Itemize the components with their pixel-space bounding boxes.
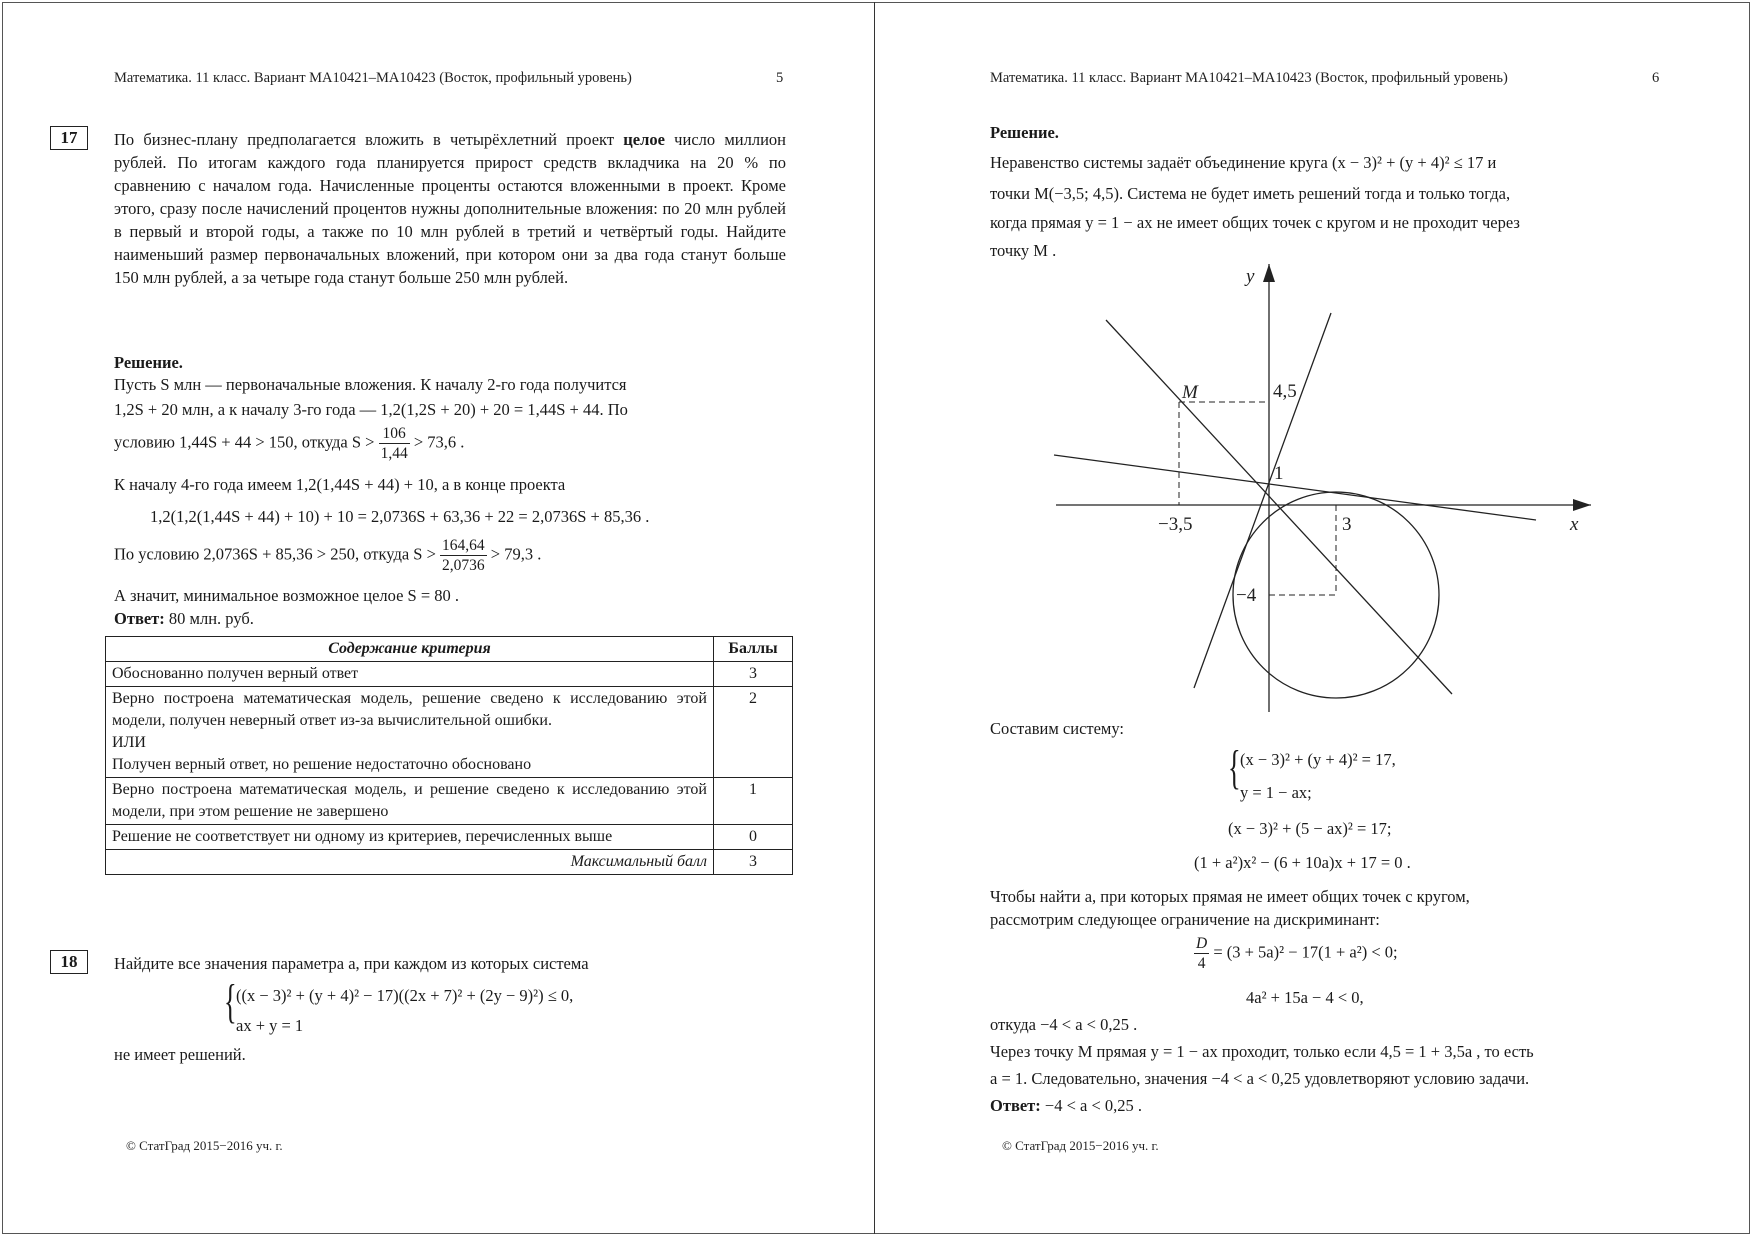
task-18-statement: Найдите все значения параметра a, при каждом из которых система <box>114 954 589 973</box>
fraction-106 <box>379 424 410 463</box>
page-number: 6 <box>1652 70 1660 86</box>
right-page <box>876 0 1752 1239</box>
fraction-denominator: 4 <box>1197 955 1206 972</box>
solution-title: Решение. <box>114 353 183 372</box>
label-4-5: 4,5 <box>1273 381 1297 402</box>
points-header: Баллы <box>714 637 793 662</box>
criteria-header: Содержание критерия <box>106 637 714 662</box>
task-number-17: 17 <box>50 126 88 150</box>
max-score-label: Максимальный балл <box>106 850 714 875</box>
quadratic-eq: (1 + a²)x² − (6 + 10a)x + 17 = 0 . <box>1194 853 1411 872</box>
para4-line2: a = 1. Следовательно, значения −4 < a < 0,25 удовлетворяют условию задачи. <box>990 1069 1530 1088</box>
page-footer: © СтатГрад 2015−2016 уч. г. <box>1002 1138 1159 1153</box>
inequality-eq: 4a² + 15a − 4 < 0, <box>1246 988 1364 1007</box>
system-eq-2: y = 1 − ax; <box>1240 783 1312 802</box>
para2-line1: Чтобы найти a, при которых прямая не имеет общих точек с кругом, <box>990 887 1470 906</box>
solution-line-3-b: > 73,6 . <box>409 432 465 452</box>
para1-line3: когда прямая y = 1 − ax не имеет общих точек с кругом и не проходит через <box>990 213 1520 232</box>
solution-title: Решение. <box>990 123 1059 142</box>
task-17-text-b: число миллион рублей. По итогам каждого года планируется прирост средств вкладчика на 20 % по сравнению с началом года. Начисленные проценты остаются вложенными в проект. Кроме этого, сразу после начислений процентов нужны дополнительные вложения: по 20 млн рублей в первый и второй годы, а также по 10 млн рублей в третий и четвёртый годы. Найдите наименьший размер первоначальных вложений, при котором они за два года станут больше 150 млн рублей, а за четыре года станут больше 250 млн рублей. <box>114 130 786 287</box>
solution-line-6-a: По условию 2,0736S + 85,36 > 250, откуда S > <box>114 544 441 564</box>
x-axis-arrow <box>1573 499 1591 511</box>
fraction-denominator: 2,0736 <box>442 557 485 574</box>
para4-line1: Через точку M прямая y = 1 − ax проходит, только если 4,5 = 1 + 3,5a , то есть <box>990 1042 1534 1061</box>
system-brace: { <box>224 975 237 1028</box>
task-18-eq-2: ax + y = 1 <box>236 1016 304 1035</box>
discriminant-eq <box>1194 934 1398 973</box>
max-score-value: 3 <box>714 850 793 875</box>
criterion-cell: Обоснованно получен верный ответ <box>106 662 714 687</box>
tangent-line <box>1054 455 1536 520</box>
fraction-numerator: 106 <box>379 424 410 444</box>
fraction-d-4 <box>1194 934 1209 973</box>
points-cell: 2 <box>714 687 793 778</box>
discriminant-rest: = (3 + 5a)² − 17(1 + a²) < 0; <box>1209 942 1398 962</box>
label-minus-4: −4 <box>1236 585 1257 606</box>
criteria-table <box>105 636 793 875</box>
criterion-cell: Верно построена математическая модель, и решение сведено к исследованию этой модели, при этом решение не завершено <box>106 778 714 825</box>
page-number: 5 <box>776 70 784 86</box>
steep-line <box>1194 313 1331 688</box>
left-page <box>0 0 874 1239</box>
table-row <box>106 687 793 778</box>
page-divider <box>874 2 875 1234</box>
solution-line-3-a: условию 1,44S + 44 > 150, откуда S > <box>114 432 379 452</box>
para1-line2: точки M(−3,5; 4,5). Система не будет иметь решений тогда и только тогда, <box>990 184 1511 203</box>
task-17-text-bold: целое <box>623 130 665 149</box>
solution-line-3 <box>114 424 464 463</box>
page-header: Математика. 11 класс. Вариант МА10421–МА10423 (Восток, профильный уровень) <box>990 70 1508 86</box>
solution-line-5: 1,2(1,2(1,44S + 44) + 10) + 10 = 2,0736S + 63,36 + 22 = 2,0736S + 85,36 . <box>150 507 650 526</box>
substituted-eq: (x − 3)² + (5 − ax)² = 17; <box>1228 819 1392 838</box>
compose-system: Составим систему: <box>990 719 1124 738</box>
solution-line-7: А значит, минимальное возможное целое S = 80 . <box>114 586 460 605</box>
task-18-eq-1: ((x − 3)² + (y + 4)² − 17)((2x + 7)² + (2y − 9)²) ≤ 0, <box>236 986 574 1005</box>
points-cell: 3 <box>714 662 793 687</box>
criterion-cell: Решение не соответствует ни одному из критериев, перечисленных выше <box>106 825 714 850</box>
fraction-numerator: 164,64 <box>442 537 485 554</box>
table-row <box>106 825 793 850</box>
criterion-or: ИЛИ <box>112 734 146 751</box>
system-brace: { <box>1228 741 1241 794</box>
x-axis-label: x <box>1570 514 1579 535</box>
page-footer: © СтатГрад 2015−2016 уч. г. <box>126 1138 283 1153</box>
criterion-text: Верно построена математическая модель, решение сведено к исследованию этой модели, получен неверный ответ из-за вычислительной ошибки. <box>112 690 707 729</box>
para1-line4: точку M . <box>990 241 1057 260</box>
solution-line-1: Пусть S млн — первоначальные вложения. К началу 2-го года получится <box>114 375 627 394</box>
para2-line2: рассмотрим следующее ограничение на дискриминант: <box>990 910 1380 929</box>
answer-label: Ответ: <box>990 1096 1041 1115</box>
task-17-statement <box>114 128 786 289</box>
y-axis-label: y <box>1246 266 1255 287</box>
label-3: 3 <box>1342 514 1352 535</box>
criterion-text-b: Получен верный ответ, но решение недостаточно обосновано <box>112 756 532 773</box>
solution-line-4: К началу 4-го года имеем 1,2(1,44S + 44) + 10, а в конце проекта <box>114 475 566 494</box>
label-minus-3-5: −3,5 <box>1158 514 1193 535</box>
answer-17 <box>114 608 254 630</box>
table-row-max <box>106 850 793 875</box>
solution-line-6 <box>114 536 541 575</box>
solution-line-2: 1,2S + 20 млн, а к началу 3-го года — 1,2(1,2S + 20) + 20 = 1,44S + 44. По <box>114 400 628 419</box>
answer-value: 80 млн. руб. <box>164 609 254 628</box>
task-18-after: не имеет решений. <box>114 1045 246 1064</box>
fraction-denominator: 1,44 <box>380 445 408 462</box>
fraction-164 <box>440 536 487 575</box>
answer-value: −4 < a < 0,25 . <box>1040 1096 1143 1115</box>
disc-circle <box>1233 492 1439 698</box>
para3: откуда −4 < a < 0,25 . <box>990 1015 1138 1034</box>
y-axis-arrow <box>1263 264 1275 282</box>
page-header: Математика. 11 класс. Вариант МА10421–МА10423 (Восток, профильный уровень) <box>114 70 632 86</box>
points-cell: 1 <box>714 778 793 825</box>
answer-label: Ответ: <box>114 609 165 628</box>
solution-line-6-b: > 79,3 . <box>486 544 542 564</box>
table-row <box>106 662 793 687</box>
table-row <box>106 778 793 825</box>
criteria-header-row <box>106 637 793 662</box>
answer-18 <box>990 1095 1142 1117</box>
para1-line1: Неравенство системы задаёт объединение круга (x − 3)² + (y + 4)² ≤ 17 и <box>990 153 1497 172</box>
label-1: 1 <box>1274 463 1284 484</box>
system-eq-1: (x − 3)² + (y + 4)² = 17, <box>1240 750 1396 769</box>
fraction-numerator: D <box>1196 935 1208 952</box>
criterion-cell <box>106 687 714 778</box>
points-cell: 0 <box>714 825 793 850</box>
line-through-m <box>1106 320 1452 694</box>
task-17-text-a: По бизнес-плану предполагается вложить в четырёхлетний проект <box>114 130 624 149</box>
task-number-18: 18 <box>50 950 88 974</box>
point-m-label: M <box>1182 382 1198 403</box>
